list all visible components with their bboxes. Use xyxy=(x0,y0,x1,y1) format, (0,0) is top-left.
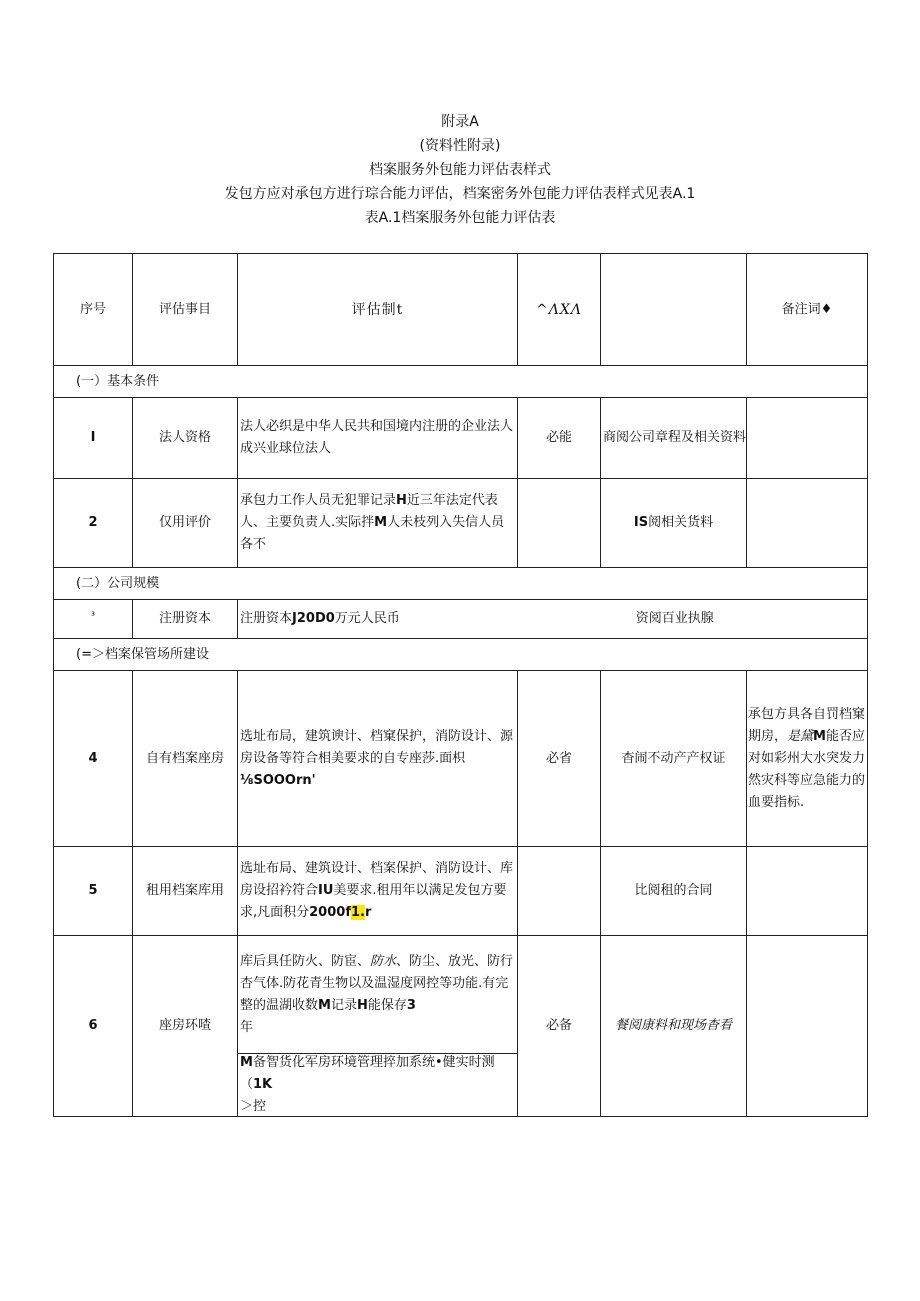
row-no: 5 xyxy=(54,847,133,936)
req-bold: r xyxy=(364,905,372,920)
row-method: 比阅租的合同 xyxy=(601,847,747,936)
req-text: 选址布局，建筑谀计、档窠保护，消防设计、源房设备等符合相美要求的自专座莎.面枳 xyxy=(240,728,514,766)
header-requirement: 评估制t xyxy=(238,254,518,366)
row-method: 资阅百业执腺 xyxy=(635,611,714,626)
req-bold: 1K xyxy=(253,1077,273,1092)
table-row xyxy=(54,398,868,479)
row-requirement xyxy=(238,671,518,847)
row-requirement xyxy=(238,847,518,936)
req-text: 备智货化军房环境管理捽加系统•健实时测（ xyxy=(240,1055,495,1092)
row-remark xyxy=(747,936,868,1117)
section-archive-label: (=＞档案保管场所建设 xyxy=(54,639,868,671)
req-bold: H xyxy=(356,997,368,1013)
req-bold: M xyxy=(318,997,331,1013)
row-item: 注册资本 xyxy=(133,600,238,639)
req-bold: M xyxy=(240,1055,253,1070)
table-header-row xyxy=(54,254,868,366)
row-requirement xyxy=(238,936,518,1117)
header-no: 序号 xyxy=(54,254,133,366)
req-highlight: 1. xyxy=(350,905,365,920)
row-requirement xyxy=(238,479,518,568)
req-bold: 3 xyxy=(406,997,416,1013)
req-text: 近三年法定代表人、主要负责人.实际拌 xyxy=(240,493,498,530)
row-no: ³ xyxy=(54,600,133,639)
requirement-part-b xyxy=(238,1054,517,1116)
header-method xyxy=(601,254,747,366)
row-no: 6 xyxy=(54,936,133,1117)
row-remark xyxy=(747,847,868,936)
document-title: 档案服务外包能力评估表样式 xyxy=(369,162,551,178)
req-bold: M xyxy=(374,515,388,530)
req-bold: IU xyxy=(318,883,334,898)
req-text: 、防尘、放光、防行杏气体.防花青生物以及温湿度网控等功能.有完整的温湖收数 xyxy=(240,953,514,1013)
row-item: 仅用评价 xyxy=(133,479,238,568)
evaluation-table xyxy=(53,253,868,1117)
req-text: 能保存 xyxy=(367,997,407,1013)
row-level: 必省 xyxy=(518,671,601,847)
row-level: 必备 xyxy=(518,936,601,1117)
remark-italic: 是黛 xyxy=(787,728,814,744)
row-no: 2 xyxy=(54,479,133,568)
remark-text: 能否应对如彩州大水突发力然灾科等应急能力的血要指标. xyxy=(748,728,866,810)
method-bold: IS xyxy=(633,515,649,530)
req-text: 注册资本 xyxy=(240,611,293,626)
remark-text: 承包方具各自罚档窠期房， xyxy=(748,706,866,744)
row-level xyxy=(518,479,601,568)
row-remark xyxy=(747,398,868,479)
section-scale-label: (二）公司规模 xyxy=(54,568,868,600)
row-requirement: 法人必织是中华人民共和国境内注册的企业法人成兴业球位法人 xyxy=(238,398,518,479)
req-text: ＞控 xyxy=(240,1099,267,1114)
row-no: I xyxy=(54,398,133,479)
req-text: 人未枝列入失信人员各不 xyxy=(240,515,505,552)
req-text: 选址布局、建筑设计、档案保护、消防设计、库房设招衿符合 xyxy=(240,861,514,898)
req-text: 万元人民币 xyxy=(334,611,400,626)
row-item: 租用档案库用 xyxy=(133,847,238,936)
req-bold: ⅛SOOOrn' xyxy=(240,772,316,788)
requirement-part-a xyxy=(238,936,517,1054)
row-method: 杳闹不动产产权证 xyxy=(601,671,747,847)
req-italic: 防水 xyxy=(370,953,397,969)
table-row xyxy=(54,479,868,568)
method-text: 阅相关货料 xyxy=(648,515,714,530)
row-item: 法人资格 xyxy=(133,398,238,479)
row-item: 自有档案座房 xyxy=(133,671,238,847)
section-basic-label: (一）基本条件 xyxy=(54,366,868,398)
header-remark: 备注词♦ xyxy=(747,254,868,366)
row-item: 座房环喳 xyxy=(133,936,238,1117)
req-text: 库后具任防火、防宦、 xyxy=(240,953,371,969)
row-method: 商阅公司章程及相关资料 xyxy=(601,398,747,479)
header-item: 评估事目 xyxy=(133,254,238,366)
req-text: 承包力工作人员无犯罪记录 xyxy=(240,493,397,508)
row-level xyxy=(518,847,601,936)
header-level: ^ΛXΛ xyxy=(518,254,601,366)
table-row xyxy=(54,671,868,847)
section-row-basic xyxy=(54,366,868,398)
req-bold: H xyxy=(396,493,407,508)
table-row xyxy=(54,936,868,1117)
section-row-scale xyxy=(54,568,868,600)
row-no: 4 xyxy=(54,671,133,847)
row-method xyxy=(601,479,747,568)
row-remark xyxy=(747,671,868,847)
req-text: 记录 xyxy=(330,997,357,1013)
table-row xyxy=(54,600,868,639)
appendix-type: (资料性附录) xyxy=(419,138,501,154)
intro-text: 发包方应对承包方进行琮合能力评估，档案密务外包能力评估表样式见表A.1 xyxy=(224,186,696,202)
table-row xyxy=(54,847,868,936)
req-text: 美要求.租用年以满足发包方要求,凡面积分 xyxy=(240,883,507,920)
req-bold: 2000f xyxy=(309,905,351,920)
section-row-archive xyxy=(54,639,868,671)
row-requirement xyxy=(238,600,868,639)
row-remark xyxy=(747,479,868,568)
remark-bold: M xyxy=(813,728,826,744)
appendix-label: 附录A xyxy=(441,114,479,130)
req-bold: J20D0 xyxy=(292,611,335,626)
row-level: 必能 xyxy=(518,398,601,479)
req-text: 年 xyxy=(240,1019,254,1035)
row-method: 餐阅康料和现场杳看 xyxy=(601,936,747,1117)
table-caption: 表A.1档案服务外包能力评估表 xyxy=(364,210,556,226)
